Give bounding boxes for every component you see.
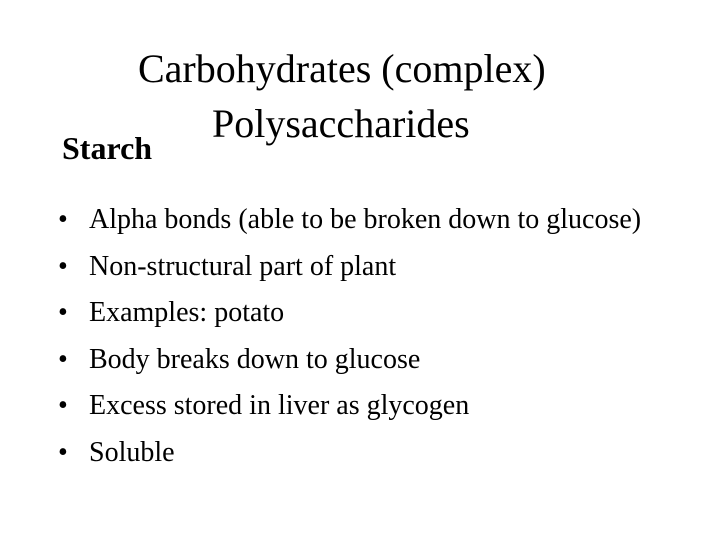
bullet-icon: • [58, 436, 68, 468]
subheading-starch: Starch [62, 130, 153, 166]
bullet-item [58, 343, 678, 377]
bullet-list [58, 203, 678, 482]
bullet-icon: • [58, 204, 68, 235]
bullet-icon: • [58, 343, 68, 375]
bullet-text: Examples: potato [89, 297, 285, 328]
bullet-icon: • [58, 297, 68, 328]
bullet-item [58, 436, 678, 470]
bullet-text: Non-structural part of plant [89, 250, 397, 282]
bullet-icon: • [58, 390, 68, 421]
bullet-text: Excess stored in liver as glycogen [89, 390, 470, 421]
bullet-item [58, 203, 678, 237]
bullet-item [58, 389, 678, 423]
slide-title-line-2: Polysaccharides [212, 101, 470, 146]
bullet-item [58, 296, 678, 330]
bullet-item [58, 250, 678, 284]
slide-title-line-1: Carbohydrates (complex) [138, 46, 546, 91]
bullet-text: Soluble [89, 436, 175, 468]
bullet-icon: • [58, 250, 68, 282]
bullet-text: Body breaks down to glucose [89, 343, 421, 375]
bullet-text: Alpha bonds (able to be broken down to glucose) [89, 204, 642, 235]
